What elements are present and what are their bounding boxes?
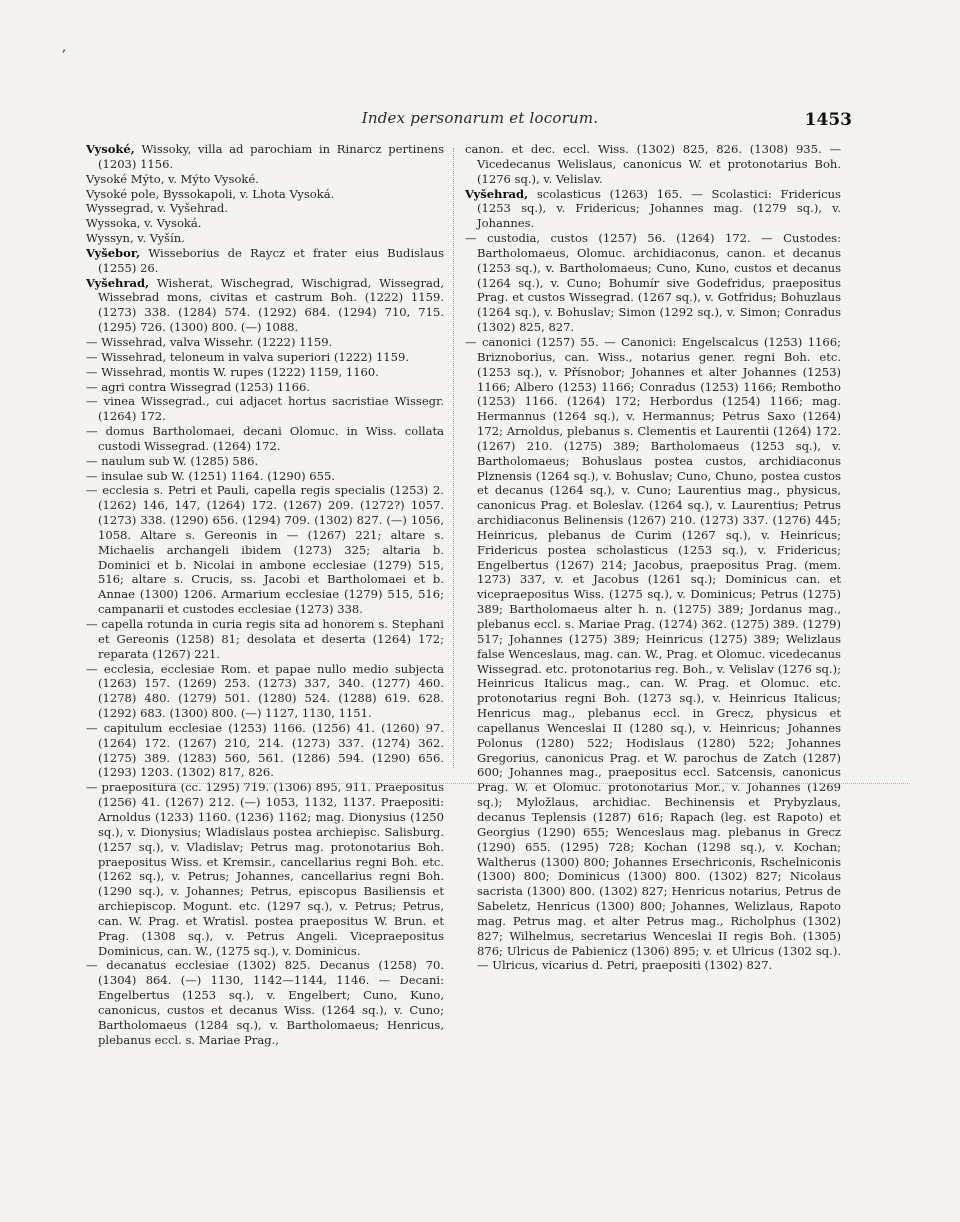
entry-text: — canonici (1257) 55. — Canonici: Engelscalcus (1253) 1166; Briznoborius, can. Wiss., notarius gener. regni Boh. etc. (1253 sq.), v. Přísnobor; Johannes et alter Johannes (1253) 1166; Albero (1253) 1166; Conradus (1253) 1166; Rembotho (1253) 1166. (1264) 172; Herbordus (1254) 1166; mag. Hermannus (1264 sq.), v. Hermannus; Petrus Saxo (1264) 172; Arnoldus, plebanus s. Clementis et Laurentii (1264) 172. (1267) 210. (1275) 389; Bartholomaeus (1253 sq.), v. Bartholomaeus; Bohuslaus postea custos, archidiaconus Plznensis (1264 sq.), v. Bohuslav; Cuno, Chuno, postea custos et decanus (1264 sq.), v. Cuno; Laurentius mag., physicus, canonicus Prag. et Boleslav. (1264 sq.), v. Laurentius; Petrus archidiaconus Belinensis (1267) 210. (1273) 337. (1276) 445; Heinricus, plebanus de Curim (1267 sq.), v. Heinricus; Fridericus postea scholasticus (1253 sq.), v. Fridericus; Engelbertus (1267) 214; Jacobus, praepositus Prag. (mem. 1273) 337, v. et Jacobus (1261 sq.); Dominicus can. et vicepraepositus Wiss. (1275 sq.), v. Dominicus; Petrus (1275) 389; Bartholomaeus alter h. n. (1275) 389; Jordanus mag., plebanus eccl. s. Mariae Prag. (1274) 362. (1275) 389. (1279) 517; Johannes (1275) 389; Heinricus (1275) 389; Welizlaus false Wenceslaus, mag. can. W., Prag. et Olomuc. vicedecanus Wissegrad. etc. protonotarius reg. Boh., v. Velislav (1276 sq.); Heinricus Italicus mag., can. W. Prag. et Olomuc. etc. protonotarius regni Boh. (1273 sq.), v. Heinricus Italicus; Henricus mag., plebanus eccl. in Grecz, physicus et capellanus Wenceslai II (1280 sq.), v. Heinricus; Johannes Polonus (1280) 522; Hodislaus (1280) 522; Johannes Gregorius, canonicus Prag. et W. parochus de Zatch (1287) 600; Johannes mag., praepositus eccl. Satcensis, canonicus Prag. W. et Olomuc. protonotarius Mor., v. Johannes (1269 sq.); Myložlaus, archidiac. Bechinensis et Prybyzlaus, decanus Teplensis (1287) 616; Rapach (leg. est Rapoto) et Georgius (1290) 655; Wenceslaus mag. plebanus in Grecz (1290) 655. (1295) 728; Kochan (1298 sq.), v. Kochan; Waltherus (1300) 800; Johannes Ersechriconis, Rschelniconis (1300) 800; Dominicus (1300) 800. (1302) 827; Nicolaus sacrista (1300) 800. (1302) 827; Henricus notarius, Petrus de Sabeletz, Henricus (1300) 800; Johannes, Welizlaus, Rapoto mag. Petrus mag. et alter Petrus mag., Richolphus (1302) 827; Wilhelmus, secretarius Wenceslai II regis Boh. (1305) 876; Ulricus de Pabienicz (1306) 895; v. et Ulricus (1302 sq.). — Ulricus, vicarius d. Petri, praepositi (1302) 827. [465,334,841,973]
index-entry [86,172,444,187]
index-entry [86,246,444,276]
entry-text: Wyssegrad, v. Vyšehrad. [86,201,228,216]
entry-text: — vinea Wissegrad., cui adjacet hortus sacristiae Wissegr. (1264) 172. [86,394,444,424]
entry-text: Wisherat, Wischegrad, Wischigrad, Wissegrad, Wissebrad mons, civitas et castrum Boh. (1222) 1159. (1273) 338. (1284) 574. (1292) 684. (1294) 710, 715. (1295) 726. (1300) 800. (—) 1088. [98,275,444,335]
entry-text: Wyssoka, v. Vysoká. [86,216,202,231]
index-entry [86,335,444,350]
index-entry [86,958,444,1047]
right-column [465,142,841,973]
entry-headword: Vyšehrad, [465,186,529,201]
index-entry [86,365,444,380]
bottom-rule [150,783,910,784]
entry-text: scolasticus (1263) 165. — Scolastici: Fridericus (1253 sq.), v. Fridericus; Johannes mag. (1279 sq.), v. Johannes. [477,186,841,231]
index-entry [86,380,444,395]
index-entry [86,231,444,246]
entry-text: — naulum sub W. (1285) 586. [86,453,259,468]
entry-text: — custodia, custos (1257) 56. (1264) 172. — Custodes: Bartholomaeus, Olomuc. archidiaconus, canon. et decanus (1253 sq.), v. Bartholomaeus; Cuno, Kuno, custos et decanus (1264 sq.), v. Cuno; Bohumír sive Godefridus, praepositus Prag. et custos Wissegrad. (1267 sq.), v. Gotfridus; Bohuzlaus (1264 sq.), v. Bohuslav; Simon (1292 sq.), v. Simon; Conradus (1302) 825, 827. [465,231,841,335]
page-mark: , [62,40,67,55]
entry-text: — capitulum ecclesiae (1253) 1166. (1256) 41. (1260) 97. (1264) 172. (1267) 210, 214. (1273) 337. (1274) 362. (1275) 389. (1283) 560, 561. (1286) 594. (1290) 656. (1293) 1203. (1302) 817, 826. [86,720,444,780]
entry-text: canon. et dec. eccl. Wiss. (1302) 825, 826. (1308) 935. — Vicedecanus Welislaus, canonicus W. et protonotarius Boh. (1276 sq.), v. Velislav. [465,142,841,186]
entry-text: — agri contra Wissegrad (1253) 1166. [86,379,310,394]
index-entry [86,394,444,424]
index-entry [86,424,444,454]
index-entry [86,617,444,662]
entry-headword: Vyšebor, [86,245,141,260]
index-entry [465,187,841,232]
index-entry [86,187,444,202]
entry-text: — Wissehrad, montis W. rupes (1222) 1159, 1160. [86,364,379,379]
column-divider [453,148,454,768]
entry-text: Vysoké Mýto, v. Mýto Vysoké. [86,171,259,186]
entry-text: — decanatus ecclesiae (1302) 825. Decanus (1258) 70. (1304) 864. (—) 1130, 1142—1144, 1146. — Decani: Engelbertus (1253 sq.), v. Engelbert; Cuno, Kuno, canonicus, custos et decanus Wiss. (1264 sq.), v. Cuno; Bartholomaeus (1284 sq.), v. Bartholomaeus; Henricus, plebanus eccl. s. Mariae Prag., [86,958,444,1047]
entry-text: Vysoké pole, Byssokapoli, v. Lhota Vysoká. [86,186,335,201]
entry-text: — Wissehrad, valva Wissehr. (1222) 1159. [86,334,333,349]
index-entry [86,721,444,780]
index-entry [465,142,841,187]
index-entry [86,276,444,335]
left-column [86,142,444,1047]
entry-text: — domus Bartholomaei, decani Olomuc. in Wiss. collata custodi Wissegrad. (1264) 172. [86,424,444,453]
index-entry [86,216,444,231]
index-entry [86,780,444,958]
entry-text: — insulae sub W. (1251) 1164. (1290) 655. [86,468,335,483]
entry-text: Wyssyn, v. Vyšín. [86,231,185,246]
index-entry [465,231,841,335]
index-entry [86,454,444,469]
entry-headword: Vyšehrad, [86,275,150,290]
index-entry [86,483,444,617]
index-entry [86,469,444,484]
entry-text: — ecclesia, ecclesiae Rom. et papae nullo medio subjecta (1263) 157. (1269) 253. (1273) 337, 340. (1277) 460. (1278) 480. (1279) 501. (1280) 524. (1288) 619. 628. (1292) 683. (1300) 800. (—) 1127, 1130, 1151. [86,661,444,721]
entry-text: — praepositura (cc. 1295) 719. (1306) 895, 911. Praepositus (1256) 41. (1267) 212. (—) 1053, 1132, 1137. Praepositi: Arnoldus (1233) 1160. (1236) 1162; mag. Dionysius (1250 sq.), v. Dionysius; Wladislaus postea archiepisc. Salisburg. (1257 sq.), v. Vladislav; Petrus mag. protonotarius Boh. praepositus Wiss. et Kremsir., cancellarius regni Boh. etc. (1262 sq.), v. Petrus; Johannes, cancellarius regni Boh. (1290 sq.), v. Johannes; Petrus, episcopus Basiliensis et archiepiscop. Mogunt. etc. (1297 sq.), v. Petrus; Petrus, can. W. Prag. et Wratisl. postea praepositus W. Brun. et Prag. (1308 sq.), v. Petrus Angeli. Vicepraepositus Dominicus, can. W., (1275 sq.), v. Dominicus. [86,780,444,958]
index-entry [465,335,841,973]
running-head: Index personarum et locorum. [361,109,599,127]
page-number: 1453 [804,110,852,130]
index-entry [86,350,444,365]
entry-text: Wisseborius de Raycz et frater eius Budislaus (1255) 26. [98,245,444,275]
entry-text: — Wissehrad, teloneum in valva superiori (1222) 1159. [86,349,410,364]
entry-text: Wissoky, villa ad parochiam in Rinarcz pertinens (1203) 1156. [98,142,444,171]
entry-text: — ecclesia s. Petri et Pauli, capella regis specialis (1253) 2. (1262) 146, 147, (1264) 172. (1267) 209. (1272?) 1057. (1273) 338. (1290) 656. (1294) 709. (1302) 827. (—) 1056, 1058. Altare s. Gereonis in — (1267) 221; altare s. Michaelis archangeli ibidem (1273) 325; altaria b. Dominici et b. Nicolai in ambone ecclesiae (1279) 515, 516; altare s. Crucis, ss. Jacobi et Bartholomaei et b. Annae (1300) 1206. Armarium ecclesiae (1279) 515, 516; campanarii et custodes ecclesiae (1273) 338. [86,483,444,617]
index-entry [86,662,444,721]
entry-text: — capella rotunda in curia regis sita ad honorem s. Stephani et Gereonis (1258) 81; desolata et deserta (1264) 172; reparata (1267) 221. [86,617,444,661]
entry-headword: Vysoké, [86,142,135,156]
index-entry [86,201,444,216]
index-entry [86,142,444,172]
